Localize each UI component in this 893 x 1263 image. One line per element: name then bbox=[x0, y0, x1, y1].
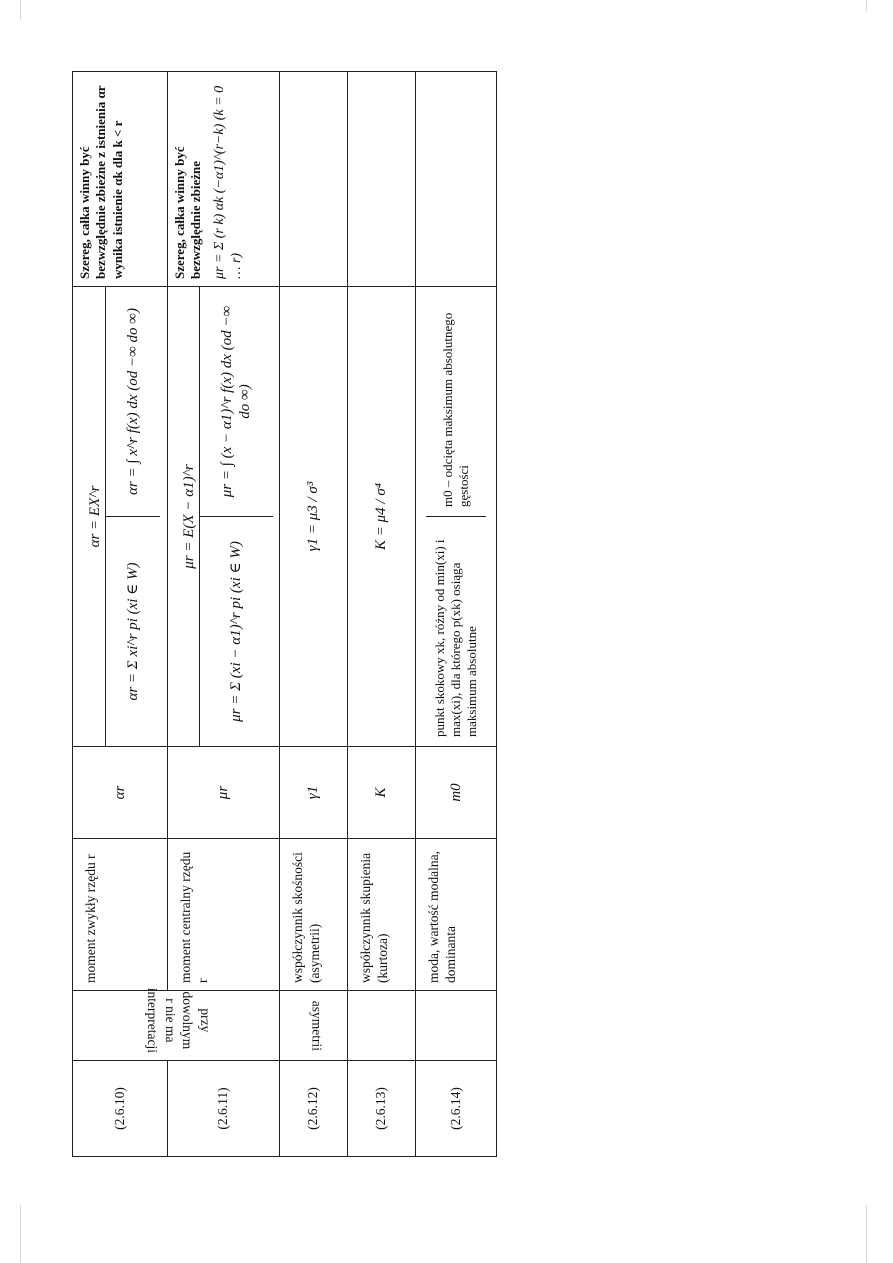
quantity-name: moment zwykły rzędu r bbox=[73, 839, 168, 991]
scan-edge bbox=[20, 1205, 21, 1263]
definition-general: μr = E(X − α1)^r bbox=[174, 287, 199, 746]
quantity-symbol: γ1 bbox=[280, 747, 348, 839]
notes-cell bbox=[73, 72, 168, 287]
notes-cell bbox=[416, 72, 497, 287]
condition-cell bbox=[73, 987, 280, 1061]
table-row bbox=[73, 72, 168, 1157]
definition-continuous: μr = ∫ (x − α1)^r f(x) dx (od −∞ do ∞) bbox=[218, 305, 254, 498]
definition-split bbox=[80, 287, 161, 746]
condition-cell bbox=[416, 991, 497, 1061]
definition-split bbox=[426, 287, 487, 746]
equation-number: (2.6.13) bbox=[348, 1061, 416, 1157]
definition-discrete: αr = Σ xi^r pi (xi ∈ W) bbox=[105, 517, 160, 747]
definition-cell bbox=[416, 287, 497, 747]
quantity-symbol: K bbox=[348, 747, 416, 839]
table-row bbox=[348, 72, 416, 1157]
definition-cell bbox=[73, 287, 168, 747]
scan-edge bbox=[866, 0, 867, 12]
definition-discrete: punkt skokowy xk, różny od min(xi) i max(xi), dla którego p(xk) osiąga maksimum absolutne bbox=[426, 517, 487, 747]
notes-formula: μr = Σ (r k) αk (−α1)^(r−k) (k = 0 … r) bbox=[211, 85, 244, 279]
definition-continuous: m0 – odcięta maksimum absolutnego gęstości bbox=[439, 312, 471, 507]
condition-text: asymetrii bbox=[309, 1000, 325, 1051]
notes-text: Szereg, całka winny być bezwzględnie zbieżne z istnienia αr wynika istnienie αk dla k < r bbox=[77, 85, 125, 279]
notes-cell bbox=[168, 72, 280, 287]
notes-cell bbox=[280, 72, 348, 287]
quantity-name: współczynnik skupienia (kurtoza) bbox=[348, 839, 416, 991]
definition-general: αr = EX^r bbox=[80, 287, 105, 746]
quantity-name: moda, wartość modalna, dominanta bbox=[416, 839, 497, 991]
equation-number: (2.6.12) bbox=[280, 1061, 348, 1157]
definition-continuous: αr = ∫ x^r f(x) dx (od −∞ do ∞) bbox=[124, 308, 141, 495]
quantity-name: współczynnik skośności (asymetrii) bbox=[280, 839, 348, 991]
notes-text: Szereg, całka winny być bezwzględnie zbieżne bbox=[172, 146, 204, 279]
moments-table bbox=[72, 71, 497, 1157]
definition-formula: γ1 = μ3 / σ³ bbox=[305, 481, 322, 552]
scan-edge bbox=[20, 0, 21, 20]
definition-split bbox=[174, 287, 273, 746]
notes-cell bbox=[348, 72, 416, 287]
equation-number: (2.6.11) bbox=[168, 1061, 280, 1157]
quantity-symbol: m0 bbox=[416, 747, 497, 839]
condition-cell bbox=[280, 991, 348, 1061]
equation-number: (2.6.14) bbox=[416, 1061, 497, 1157]
table-row bbox=[280, 72, 348, 1157]
condition-cell bbox=[348, 991, 416, 1061]
quantity-symbol: αr bbox=[73, 747, 168, 839]
definition-formula: K = μ4 / σ⁴ bbox=[373, 483, 390, 550]
definition-cell bbox=[348, 287, 416, 747]
condition-text: przy dowolnym r nie ma interpretacji bbox=[145, 987, 213, 1054]
definition-cell bbox=[168, 287, 280, 747]
quantity-name: moment centralny rzędu r bbox=[168, 839, 280, 991]
definition-discrete: μr = Σ (xi − α1)^r pi (xi ∈ W) bbox=[199, 517, 273, 747]
table-row bbox=[416, 72, 497, 1157]
scan-edge bbox=[866, 1205, 867, 1263]
equation-number: (2.6.10) bbox=[73, 1061, 168, 1157]
rotated-page-content bbox=[72, 72, 496, 1157]
definition-cell bbox=[280, 287, 348, 747]
quantity-symbol: μr bbox=[168, 747, 280, 839]
